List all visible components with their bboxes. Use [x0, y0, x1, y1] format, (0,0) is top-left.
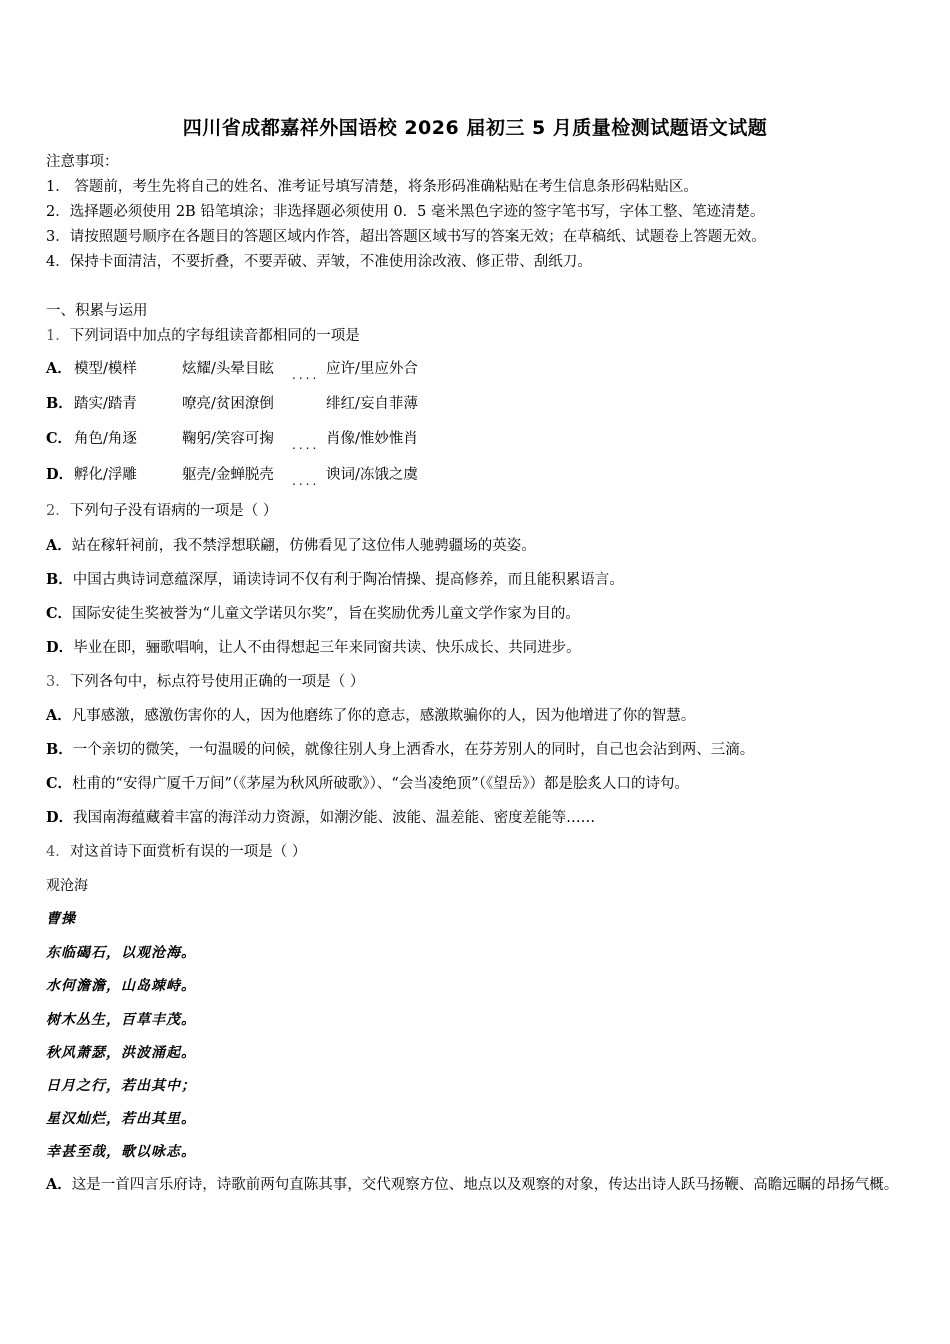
option-word-1: 孵化/浮雕 — [74, 467, 137, 483]
notice-item-1: 1． 答题前，考生先将自己的姓名、准考证号填写清楚，将条形码准确粘贴在考生信息条形码粘贴区。 — [46, 179, 698, 195]
option-text: 一个亲切的微笑，一句温暖的问候，就像往别人身上洒香水，在芬芳别人的同时，自己也会沾到两、三滴。 — [72, 742, 755, 758]
section-heading: 一、积累与运用 — [46, 303, 148, 319]
option-word-1: 踏实/踏青 — [74, 396, 137, 412]
notice-item-2: 2．选择题必须使用 2B 铅笔填涂；非选择题必须使用 0．5 毫米黑色字迹的签字笔书写，字体工整、笔迹清楚。 — [46, 204, 765, 220]
option-text: 国际安徒生奖被誉为“儿童文学诺贝尔奖”，旨在奖励优秀儿童文学作家为目的。 — [72, 606, 580, 622]
option-word-2: 鞠躬/笑容可掬 — [182, 431, 274, 447]
option-text: 站在稼轩祠前，我不禁浮想联翩，仿佛看见了这位伟人驰骋疆场的英姿。 — [71, 538, 536, 554]
q2-option-b — [46, 570, 624, 590]
emphasis-dots: .... — [292, 368, 320, 382]
poem-line: 日月之行，若出其中； — [46, 1078, 196, 1094]
q1-option-d — [46, 465, 906, 487]
question-number: 1． — [46, 328, 70, 344]
option-letter: C． — [46, 430, 73, 447]
poem-line: 幸甚至哉，歌以咏志。 — [46, 1144, 196, 1160]
q3-option-a — [46, 706, 695, 726]
poem-title: 观沧海 — [46, 878, 88, 894]
question-number: 4． — [46, 844, 70, 860]
notice-heading: 注意事项： — [46, 154, 119, 170]
q1-option-a — [46, 359, 906, 381]
option-text: 毕业在即，骊歌唱响，让人不由得想起三年来同窗共读、快乐成长、共同进步。 — [73, 640, 581, 656]
option-letter: C． — [46, 775, 73, 792]
option-letter: A． — [46, 360, 72, 377]
option-letter: A． — [46, 707, 72, 724]
option-letter: B． — [46, 741, 73, 758]
poem-author: 曹操 — [46, 911, 76, 927]
option-letter: C． — [46, 605, 73, 622]
question-number: 2． — [46, 503, 70, 519]
option-letter: A． — [46, 1176, 72, 1193]
q2-option-a — [46, 536, 536, 556]
option-letter: D． — [46, 809, 74, 826]
option-word-1: 模型/模样 — [74, 361, 137, 377]
emphasis-dots: .... — [292, 438, 320, 452]
notice-item-4: 4．保持卡面清洁，不要折叠，不要弄破、弄皱，不准使用涂改液、修正带、刮纸刀。 — [46, 254, 592, 270]
question-stem: 下列各句中，标点符号使用正确的一项是（ ） — [69, 674, 365, 690]
question-2 — [46, 501, 277, 521]
q3-option-b — [46, 740, 754, 760]
option-text: 这是一首四言乐府诗，诗歌前两句直陈其事，交代观察方位、地点以及观察的对象，传达出诗人跃马扬鞭、高瞻远瞩的昂扬气概。 — [71, 1177, 899, 1193]
page-title: 四川省成都嘉祥外国语校 2026 届初三 5 月质量检测试题语文试题 — [182, 117, 768, 139]
poem-line: 秋风萧瑟，洪波涌起。 — [46, 1045, 196, 1061]
option-text: 我国南海蕴藏着丰富的海洋动力资源，如潮汐能、波能、温差能、密度差能等…… — [73, 810, 596, 826]
question-4 — [46, 842, 306, 862]
poem-line: 东临碣石，以观沧海。 — [46, 945, 196, 961]
option-word-2: 嘹亮/贫困潦倒 — [182, 396, 274, 412]
option-letter: D． — [46, 639, 74, 656]
question-3 — [46, 672, 364, 692]
option-word-2: 躯壳/金蝉脱壳 — [182, 467, 274, 483]
question-stem: 下列句子没有语病的一项是（ ） — [69, 503, 278, 519]
question-stem: 对这首诗下面赏析有误的一项是（ ） — [69, 844, 307, 860]
question-stem: 下列词语中加点的字每组读音都相同的一项是 — [69, 328, 360, 344]
emphasis-dots: .... — [292, 474, 320, 488]
q1-option-b — [46, 394, 906, 416]
q3-option-d — [46, 808, 595, 828]
option-letter: B． — [46, 571, 73, 588]
option-text: 中国古典诗词意蕴深厚，诵读诗词不仅有利于陶冶情操、提高修养，而且能积累语言。 — [72, 572, 624, 588]
option-letter: A． — [46, 537, 72, 554]
poem-line: 星汉灿烂，若出其里。 — [46, 1111, 196, 1127]
question-1 — [46, 326, 360, 346]
poem-line: 树木丛生，百草丰茂。 — [46, 1012, 196, 1028]
option-text: 杜甫的“安得广厦千万间”（《茅屋为秋风所破歌》）、“会当凌绝顶”（《望岳》）都是脍炙人口的诗句。 — [72, 776, 689, 792]
option-word-3: 应许/里应外合 — [326, 361, 418, 377]
option-word-1: 角色/角逐 — [74, 431, 137, 447]
q2-option-d — [46, 638, 581, 658]
option-letter: B． — [46, 395, 73, 412]
option-word-2: 炫耀/头晕目眩 — [182, 361, 274, 377]
option-text: 凡事感激，感激伤害你的人，因为他磨练了你的意志，感激欺骗你的人，因为他增进了你的智慧。 — [71, 708, 696, 724]
q4-option-a — [46, 1168, 908, 1202]
q3-option-c — [46, 774, 689, 794]
question-number: 3． — [46, 674, 70, 690]
q2-option-c — [46, 604, 580, 624]
option-letter: D． — [46, 466, 74, 483]
option-word-3: 肖像/惟妙惟肖 — [326, 431, 418, 447]
poem-line: 水何澹澹，山岛竦峙。 — [46, 978, 196, 994]
option-word-3: 绯红/妄自菲薄 — [326, 396, 418, 412]
q1-option-c — [46, 429, 906, 451]
notice-item-3: 3．请按照题号顺序在各题目的答题区域内作答，超出答题区域书写的答案无效；在草稿纸、试题卷上答题无效。 — [46, 229, 766, 245]
option-word-3: 谀词/冻饿之虞 — [326, 467, 418, 483]
